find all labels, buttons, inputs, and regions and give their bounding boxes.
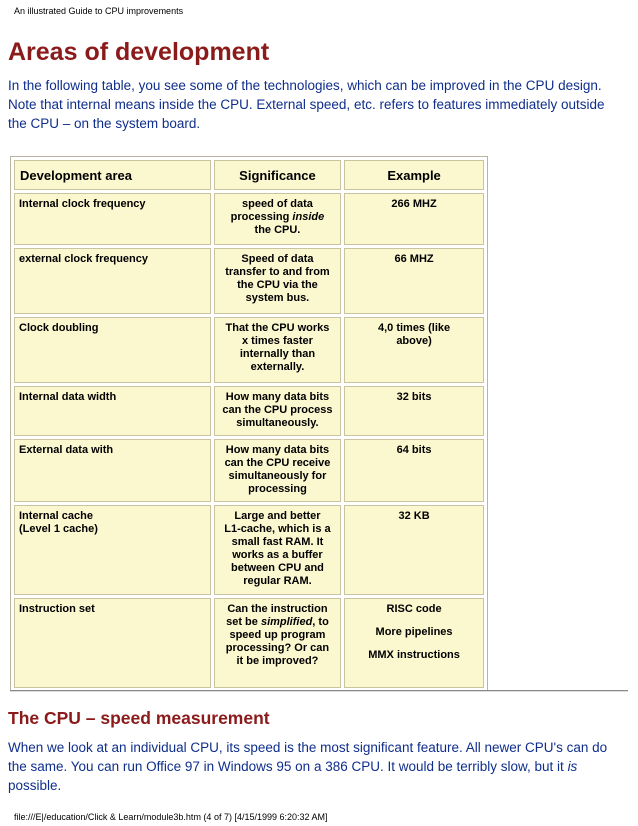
page-header-title: An illustrated Guide to CPU improvements	[14, 6, 184, 16]
table-row	[14, 386, 484, 436]
column-header-area: Development area	[14, 160, 211, 190]
cell-example-line: 266 MHZ	[391, 198, 437, 210]
cell-significance-line: set be simplified, to	[226, 616, 329, 628]
cell-development-area	[14, 505, 211, 595]
cell-example-line: 32 bits	[396, 391, 432, 403]
cell-development-area	[14, 598, 211, 688]
cell-significance-line: simultaneously.	[236, 417, 319, 429]
page-heading: Areas of development	[8, 38, 270, 66]
section-paragraph-text: When we look at an individual CPU, its speed is the most significant feature. All newer CPU's can do the same. You can run Office 97 in Windows 95 on a 386 CPU. It would be terribly slow, but it is possible.	[8, 740, 608, 793]
development-table	[10, 156, 488, 692]
table-row	[14, 248, 484, 314]
cell-significance-line: Large and better	[234, 510, 321, 522]
cell-development-area	[14, 386, 211, 436]
cell-significance-line: speed up program	[229, 629, 326, 641]
cell-example-line: 64 bits	[396, 444, 432, 456]
cell-development-area-line: external clock frequency	[19, 253, 149, 265]
cell-example	[344, 193, 484, 245]
cell-significance-line: small fast RAM. It	[231, 536, 324, 548]
cell-significance-line: How many data bits	[225, 391, 330, 403]
cell-significance-line: the CPU.	[254, 224, 301, 236]
cell-development-area-line: Internal clock frequency	[19, 198, 146, 210]
cell-significance-line: simultaneously for	[228, 470, 327, 482]
cell-example-line: 66 MHZ	[394, 253, 434, 265]
cell-significance-line: That the CPU works	[225, 322, 330, 334]
cell-significance-line: can the CPU receive	[224, 457, 331, 469]
cell-significance-line: processing	[248, 483, 307, 495]
intro-paragraph: In the following table, you see some of the technologies, which can be improved in the CPU design. Note that internal means inside the CPU. External speed, etc. refers to features immediately outside the CPU – on the system board.	[8, 78, 605, 131]
cell-significance-line: between CPU and	[231, 562, 324, 574]
cell-example-line: 32 KB	[398, 510, 430, 522]
cell-significance	[214, 505, 341, 595]
cell-example-line: 4,0 times (like	[377, 322, 451, 334]
section-divider	[10, 690, 628, 692]
cell-development-area-line: Instruction set	[19, 603, 95, 615]
cell-significance-line: system bus.	[245, 292, 310, 304]
cell-development-area-line: External data with	[19, 444, 114, 456]
section-paragraph	[8, 738, 623, 795]
cell-development-area	[14, 248, 211, 314]
cell-example-line: MMX instructions	[368, 649, 460, 661]
cell-significance-line: transfer to and from	[225, 266, 330, 278]
cell-significance-line: regular RAM.	[243, 575, 312, 587]
cell-example-line: More pipelines	[375, 626, 453, 638]
cell-significance-line: it be improved?	[236, 655, 319, 667]
page-footer-path: file:///E|/education/Click & Learn/module3b.htm (4 of 7) [4/15/1999 6:20:32 AM]	[14, 812, 328, 822]
cell-significance-line: externally.	[250, 361, 305, 373]
cell-significance-line: the CPU via the	[237, 279, 318, 291]
cell-significance	[214, 439, 341, 502]
cell-significance-line: How many data bits	[225, 444, 330, 456]
cell-significance	[214, 317, 341, 383]
cell-example	[344, 598, 484, 688]
cell-significance	[214, 598, 341, 688]
cell-development-area-line: (Level 1 cache)	[19, 523, 98, 535]
table-row	[14, 193, 484, 245]
column-header-example: Example	[344, 160, 484, 190]
cell-significance-line: Can the instruction	[227, 603, 328, 615]
cell-example	[344, 439, 484, 502]
cell-significance-line: works as a buffer	[232, 549, 323, 561]
cell-significance-line: Speed of data	[241, 253, 314, 265]
column-header-significance: Significance	[214, 160, 341, 190]
cell-development-area-line: Clock doubling	[19, 322, 99, 334]
cell-significance-line: L1-cache, which is a	[224, 523, 331, 535]
table-header-row	[14, 160, 484, 190]
cell-development-area-line: Internal cache	[19, 510, 93, 522]
cell-significance-line: can the CPU process	[222, 404, 333, 416]
cell-significance	[214, 386, 341, 436]
cell-example	[344, 386, 484, 436]
cell-significance-line: internally than	[239, 348, 316, 360]
cell-significance-line: processing inside	[230, 211, 325, 223]
cell-significance-line: processing? Or can	[225, 642, 330, 654]
cell-significance-line: x times faster	[241, 335, 313, 347]
section-heading: The CPU – speed measurement	[8, 708, 270, 728]
table-row	[14, 439, 484, 502]
cell-development-area-line: Internal data width	[19, 391, 117, 403]
cell-example-line: above)	[396, 335, 432, 347]
cell-significance-line: speed of data	[242, 198, 313, 210]
cell-example	[344, 505, 484, 595]
cell-development-area	[14, 317, 211, 383]
cell-significance	[214, 248, 341, 314]
table-row	[14, 598, 484, 688]
cell-example	[344, 317, 484, 383]
table-row	[14, 505, 484, 595]
cell-significance	[214, 193, 341, 245]
cell-development-area	[14, 193, 211, 245]
cell-example	[344, 248, 484, 314]
cell-development-area	[14, 439, 211, 502]
table-row	[14, 317, 484, 383]
cell-example-line: RISC code	[386, 603, 442, 615]
